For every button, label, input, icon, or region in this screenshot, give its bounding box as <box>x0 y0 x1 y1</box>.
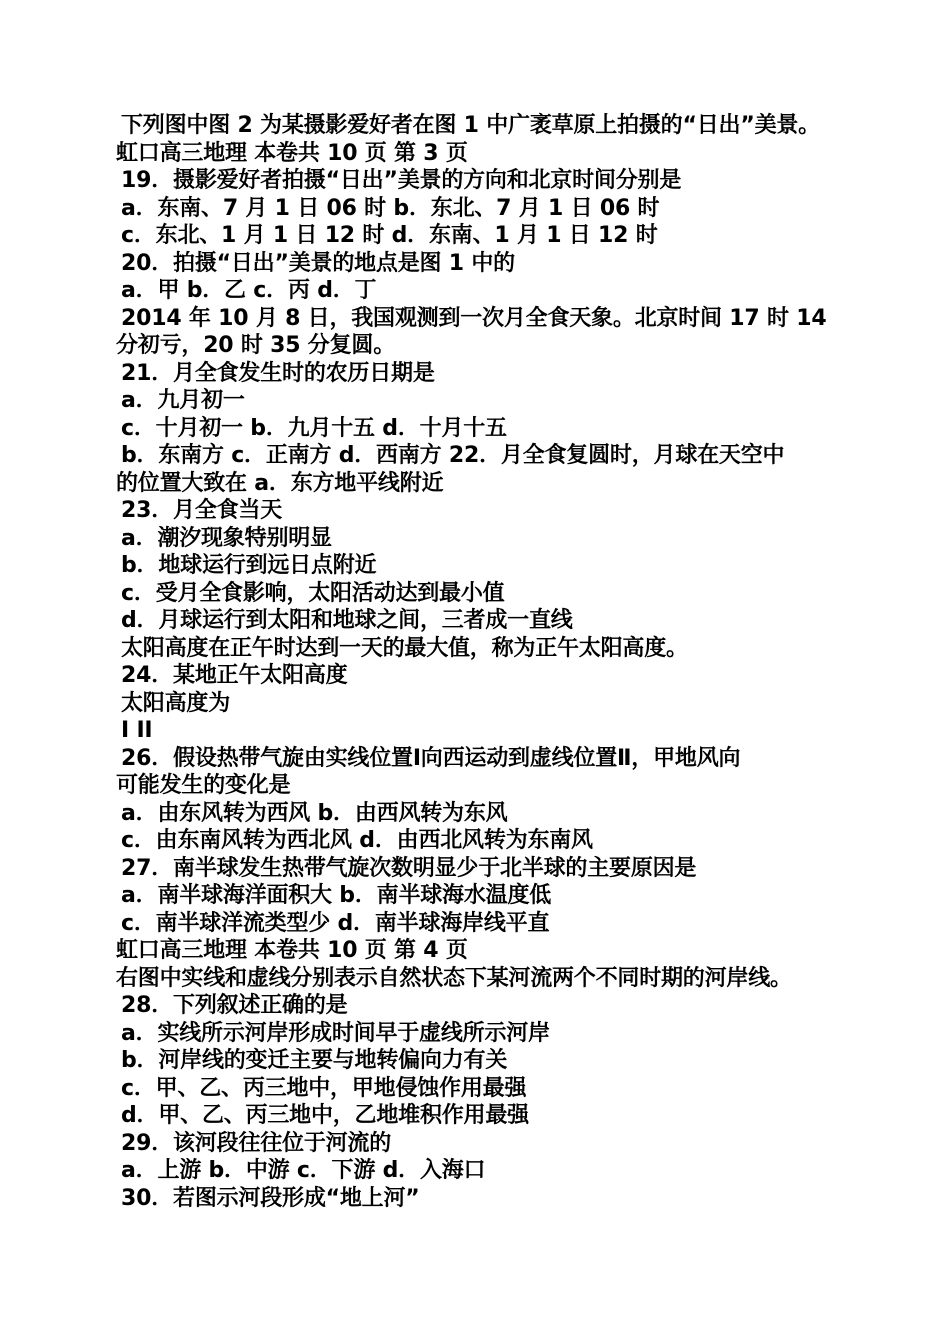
text-line: a．九月初一 <box>121 388 245 413</box>
text-line: b．地球运行到远日点附近 <box>121 553 377 578</box>
text-line: 29．该河段往往位于河流的 <box>121 1130 392 1156</box>
text-line: a．由东风转为西风 b．由西风转为东风 <box>121 800 508 826</box>
text-line: 21．月全食发生时的农历日期是 <box>121 360 435 386</box>
text-line: a．东南、7 月 1 日 06 时 b．东北、7 月 1 日 06 时 <box>121 195 660 221</box>
text-line: 虹口高三地理 本卷共 10 页 第 4 页 <box>116 938 468 963</box>
text-line: c．甲、乙、丙三地中，甲地侵蚀作用最强 <box>121 1075 527 1101</box>
text-line: b．东南方 c．正南方 d．西南方 22．月全食复圆时，月球在天空中 <box>121 443 785 468</box>
text-line: c．东北、1 月 1 日 12 时 d．东南、1 月 1 日 12 时 <box>121 223 658 248</box>
text-line: 30．若图示河段形成“地上河” <box>121 1185 420 1211</box>
text-line: 23．月全食当天 <box>121 498 283 523</box>
text-line: c．南半球洋流类型少 d．南半球海岸线平直 <box>121 910 550 936</box>
text-line: d．甲、乙、丙三地中，乙地堆积作用最强 <box>121 1103 529 1128</box>
text-line: 27．南半球发生热带气旋次数明显少于北半球的主要原因是 <box>121 855 697 881</box>
text-line: c．受月全食影响，太阳活动达到最小值 <box>121 580 505 606</box>
text-line: 太阳高度在正午时达到一天的最大值，称为正午太阳高度。 <box>121 635 688 661</box>
text-line: 28．下列叙述正确的是 <box>121 993 348 1018</box>
text-line: 的位置大致在 a．东方地平线附近 <box>116 470 444 496</box>
text-line: d．月球运行到太阳和地球之间，三者成一直线 <box>121 608 573 633</box>
text-line: a．上游 b．中游 c．下游 d．入海口 <box>121 1158 486 1183</box>
text-line: 26．假设热带气旋由实线位置Ⅰ向西运动到虚线位置Ⅱ，甲地风向 <box>121 745 741 771</box>
text-line: 2014 年 10 月 8 日，我国观测到一次月全食天象。北京时间 17 时 14 <box>121 305 827 331</box>
text-line: 可能发生的变化是 <box>116 773 291 798</box>
text-line: 20．拍摄“日出”美景的地点是图 1 中的 <box>121 250 515 276</box>
text-line: a．南半球海洋面积大 b．南半球海水温度低 <box>121 883 552 908</box>
text-line: 19．摄影爱好者拍摄“日出”美景的方向和北京时间分别是 <box>121 168 682 193</box>
text-line: a．甲 b．乙 c．丙 d．丁 <box>121 278 377 303</box>
text-line: b．河岸线的变迁主要与地转偏向力有关 <box>121 1048 508 1073</box>
text-line: c．由东南风转为西北风 d．由西北风转为东南风 <box>121 828 593 853</box>
text-line: 分初亏，20 时 35 分复圆。 <box>116 333 396 358</box>
document-text-body <box>116 112 936 1212</box>
text-line: c．十月初一 b．九月十五 d．十月十五 <box>121 415 507 441</box>
text-line: a．潮汐现象特别明显 <box>121 525 332 551</box>
text-line: 太阳高度为 <box>121 690 231 716</box>
text-line: a．实线所示河岸形成时间早于虚线所示河岸 <box>121 1020 550 1046</box>
text-line: 24．某地正午太阳高度 <box>121 663 348 688</box>
text-line: 虹口高三地理 本卷共 10 页 第 3 页 <box>116 140 468 166</box>
text-line: I II <box>121 718 153 743</box>
text-line: 下列图中图 2 为某摄影爱好者在图 1 中广袤草原上拍摄的“日出”美景。 <box>121 113 820 138</box>
text-line: 右图中实线和虚线分别表示自然状态下某河流两个不同时期的河岸线。 <box>116 965 792 991</box>
